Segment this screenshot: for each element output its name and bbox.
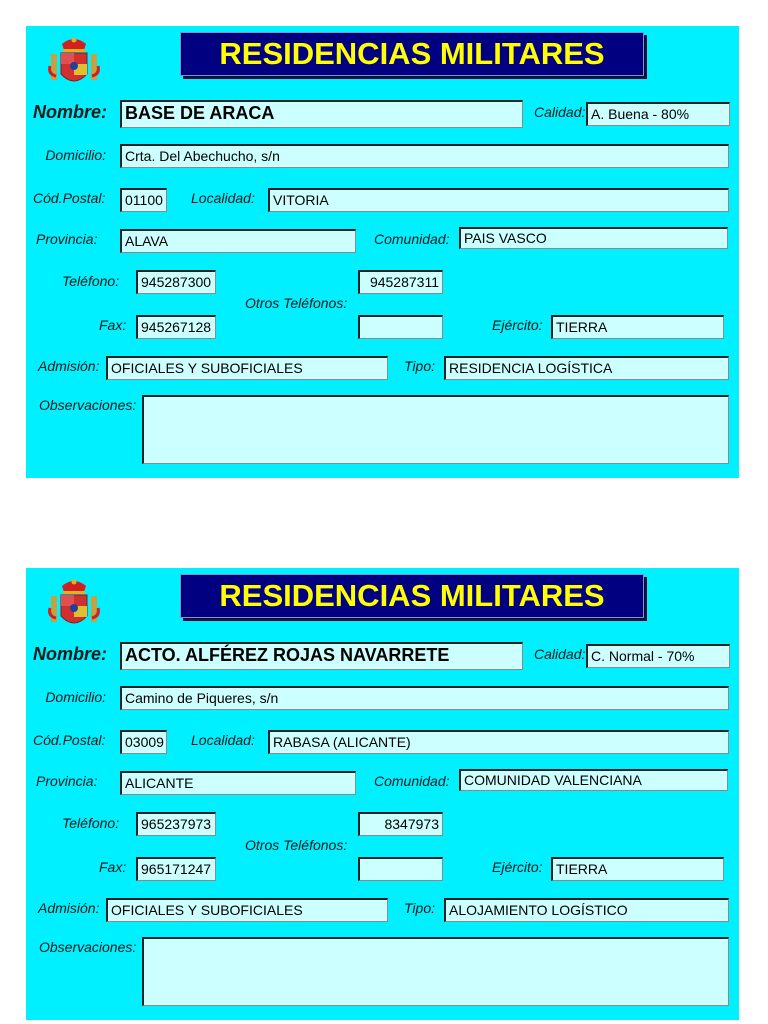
provincia-field[interactable]: ALAVA	[120, 229, 356, 253]
nombre-label: Nombre:	[33, 644, 108, 664]
page-title: RESIDENCIAS MILITARES	[180, 574, 644, 618]
otros-telefonos-label: Otros Teléfonos:	[245, 837, 348, 853]
tipo-field[interactable]: RESIDENCIA LOGÍSTICA	[444, 356, 729, 380]
observaciones-field[interactable]	[142, 395, 729, 464]
nombre-label: Nombre:	[33, 102, 108, 122]
calidad-field[interactable]: C. Normal - 70%	[586, 644, 730, 668]
provincia-label: Provincia:	[36, 231, 98, 247]
otro-telefono-2-field[interactable]	[358, 857, 443, 881]
residence-card	[26, 568, 739, 1020]
admision-label: Admisión:	[38, 900, 100, 916]
fax-label: Fax:	[99, 859, 127, 875]
domicilio-label: Domicilio:	[45, 147, 106, 163]
telefono-field[interactable]: 965237973	[136, 812, 216, 836]
calidad-label: Calidad:	[534, 104, 586, 120]
cod-postal-field[interactable]: 03009	[120, 730, 167, 754]
page-title: RESIDENCIAS MILITARES	[180, 32, 644, 76]
calidad-field[interactable]: A. Buena - 80%	[586, 102, 730, 126]
fax-field[interactable]: 965171247	[136, 857, 216, 881]
nombre-field[interactable]: ACTO. ALFÉREZ ROJAS NAVARRETE	[120, 642, 523, 670]
provincia-field[interactable]: ALICANTE	[120, 771, 356, 795]
telefono-label: Teléfono:	[62, 273, 120, 289]
localidad-label: Localidad:	[191, 190, 255, 206]
telefono-field[interactable]: 945287300	[136, 270, 216, 294]
calidad-label: Calidad:	[534, 646, 586, 662]
ejercito-label: Ejército:	[492, 859, 543, 875]
admision-label: Admisión:	[38, 358, 100, 374]
cod-postal-label: Cód.Postal:	[33, 190, 106, 206]
comunidad-label: Comunidad:	[374, 773, 450, 789]
observaciones-label: Observaciones:	[39, 397, 137, 413]
observaciones-label: Observaciones:	[39, 939, 137, 955]
otro-telefono-2-field[interactable]	[358, 315, 443, 339]
coat-of-arms-icon	[48, 36, 100, 88]
tipo-label: Tipo:	[404, 358, 436, 374]
cod-postal-label: Cód.Postal:	[33, 732, 106, 748]
otros-telefonos-label: Otros Teléfonos:	[245, 295, 348, 311]
admision-field[interactable]: OFICIALES Y SUBOFICIALES	[106, 356, 388, 380]
localidad-field[interactable]: RABASA (ALICANTE)	[268, 730, 729, 754]
tipo-label: Tipo:	[404, 900, 436, 916]
cod-postal-field[interactable]: 01100	[120, 188, 167, 212]
localidad-field[interactable]: VITORIA	[268, 188, 729, 212]
ejercito-field[interactable]: TIERRA	[551, 857, 724, 881]
domicilio-label: Domicilio:	[45, 689, 106, 705]
fax-label: Fax:	[99, 317, 127, 333]
ejercito-label: Ejército:	[492, 317, 543, 333]
comunidad-field[interactable]: PAIS VASCO	[459, 227, 728, 249]
nombre-field[interactable]: BASE DE ARACA	[120, 100, 523, 128]
otro-telefono-1-field[interactable]: 945287311	[358, 270, 443, 294]
ejercito-field[interactable]: TIERRA	[551, 315, 724, 339]
comunidad-field[interactable]: COMUNIDAD VALENCIANA	[459, 769, 728, 791]
fax-field[interactable]: 945267128	[136, 315, 216, 339]
comunidad-label: Comunidad:	[374, 231, 450, 247]
observaciones-field[interactable]	[142, 937, 729, 1006]
provincia-label: Provincia:	[36, 773, 98, 789]
telefono-label: Teléfono:	[62, 815, 120, 831]
admision-field[interactable]: OFICIALES Y SUBOFICIALES	[106, 898, 388, 922]
localidad-label: Localidad:	[191, 732, 255, 748]
otro-telefono-1-field[interactable]: 8347973	[358, 812, 443, 836]
domicilio-field[interactable]: Crta. Del Abechucho, s/n	[120, 144, 729, 168]
domicilio-field[interactable]: Camino de Piqueres, s/n	[120, 686, 729, 710]
tipo-field[interactable]: ALOJAMIENTO LOGÍSTICO	[444, 898, 729, 922]
coat-of-arms-icon	[48, 578, 100, 630]
residence-card	[26, 26, 739, 478]
